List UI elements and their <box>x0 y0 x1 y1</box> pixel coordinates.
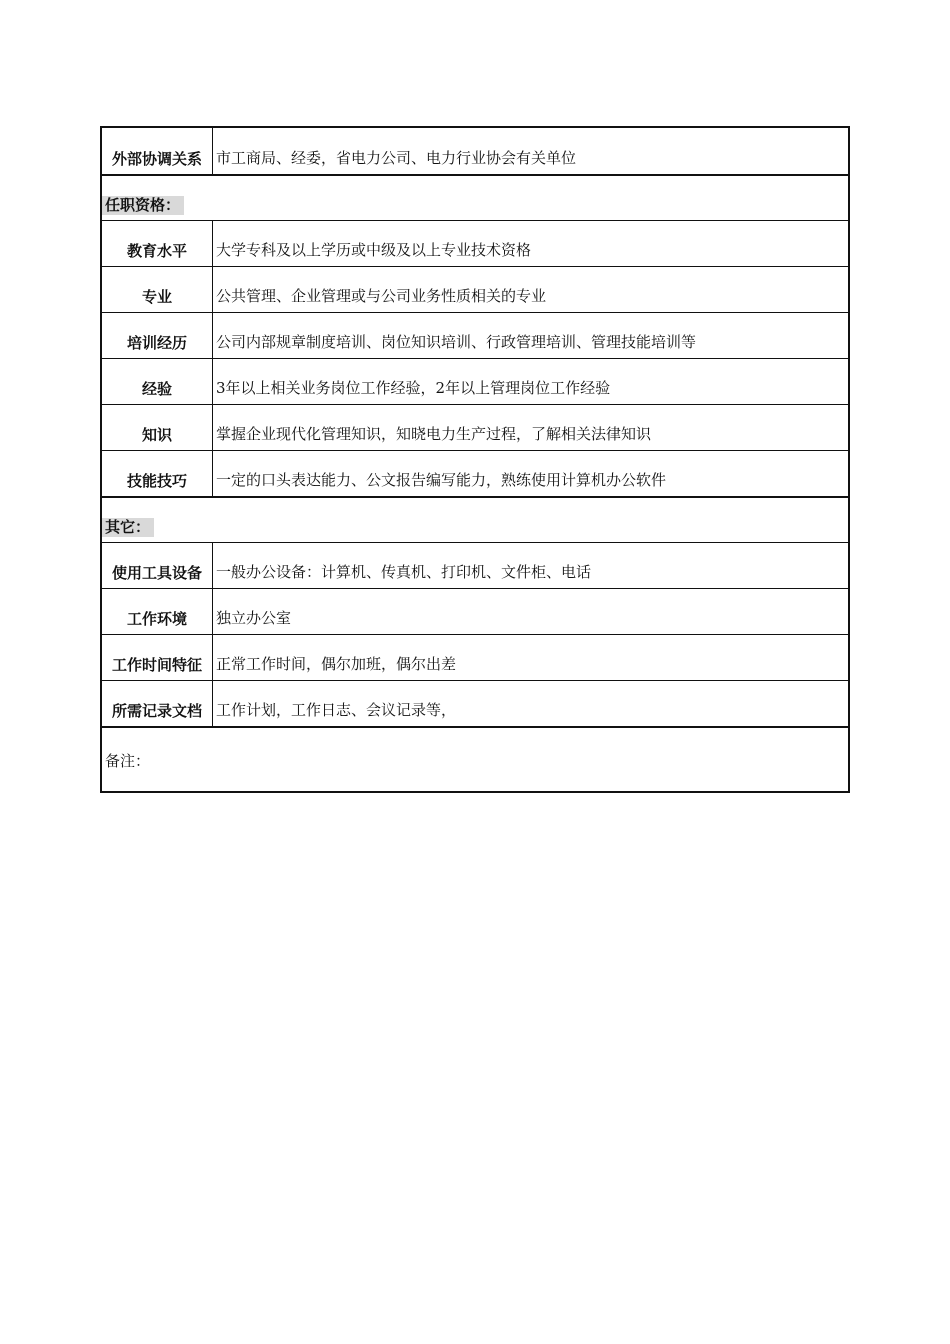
row-work-hours <box>102 634 848 680</box>
row-value: 掌握企业现代化管理知识，知晓电力生产过程，了解相关法律知识 <box>216 425 652 443</box>
row-knowledge <box>102 404 848 450</box>
row-value: 正常工作时间，偶尔加班，偶尔出差 <box>216 655 457 673</box>
row-label: 使用工具设备 <box>102 543 213 588</box>
row-external-relations <box>102 128 848 174</box>
row-value: 公司内部规章制度培训、岗位知识培训、行政管理培训、管理技能培训等 <box>216 333 697 351</box>
notes-row <box>102 726 848 791</box>
section-qualifications <box>102 174 848 220</box>
row-label: 工作时间特征 <box>102 635 213 680</box>
row-value: 一定的口头表达能力、公文报告编写能力，熟练使用计算机办公软件 <box>216 471 667 489</box>
row-label: 外部协调关系 <box>102 128 213 174</box>
row-major <box>102 266 848 312</box>
row-value: 3年以上相关业务岗位工作经验，2年以上管理岗位工作经验 <box>216 379 611 397</box>
row-environment <box>102 588 848 634</box>
row-value: 大学专科及以上学历或中级及以上专业技术资格 <box>216 241 532 259</box>
row-label: 培训经历 <box>102 313 213 358</box>
row-value: 市工商局、经委，省电力公司、电力行业协会有关单位 <box>216 149 577 167</box>
row-label: 教育水平 <box>102 221 213 266</box>
row-experience <box>102 358 848 404</box>
notes-label: 备注： <box>105 752 151 770</box>
row-value: 工作计划，工作日志、会议记录等， <box>216 701 457 719</box>
section-title: 其它： <box>102 518 154 537</box>
row-label: 工作环境 <box>102 589 213 634</box>
row-tools <box>102 542 848 588</box>
row-value: 一般办公设备：计算机、传真机、打印机、文件柜、电话 <box>216 563 592 581</box>
row-label: 知识 <box>102 405 213 450</box>
job-description-table <box>100 126 850 793</box>
row-value: 独立办公室 <box>216 609 292 627</box>
row-value: 公共管理、企业管理或与公司业务性质相关的专业 <box>216 287 547 305</box>
section-title: 任职资格： <box>102 196 184 215</box>
row-label: 所需记录文档 <box>102 681 213 726</box>
row-skills <box>102 450 848 496</box>
row-documents <box>102 680 848 726</box>
row-label: 经验 <box>102 359 213 404</box>
row-training <box>102 312 848 358</box>
row-label: 专业 <box>102 267 213 312</box>
row-label: 技能技巧 <box>102 451 213 496</box>
row-education <box>102 220 848 266</box>
section-other <box>102 496 848 542</box>
